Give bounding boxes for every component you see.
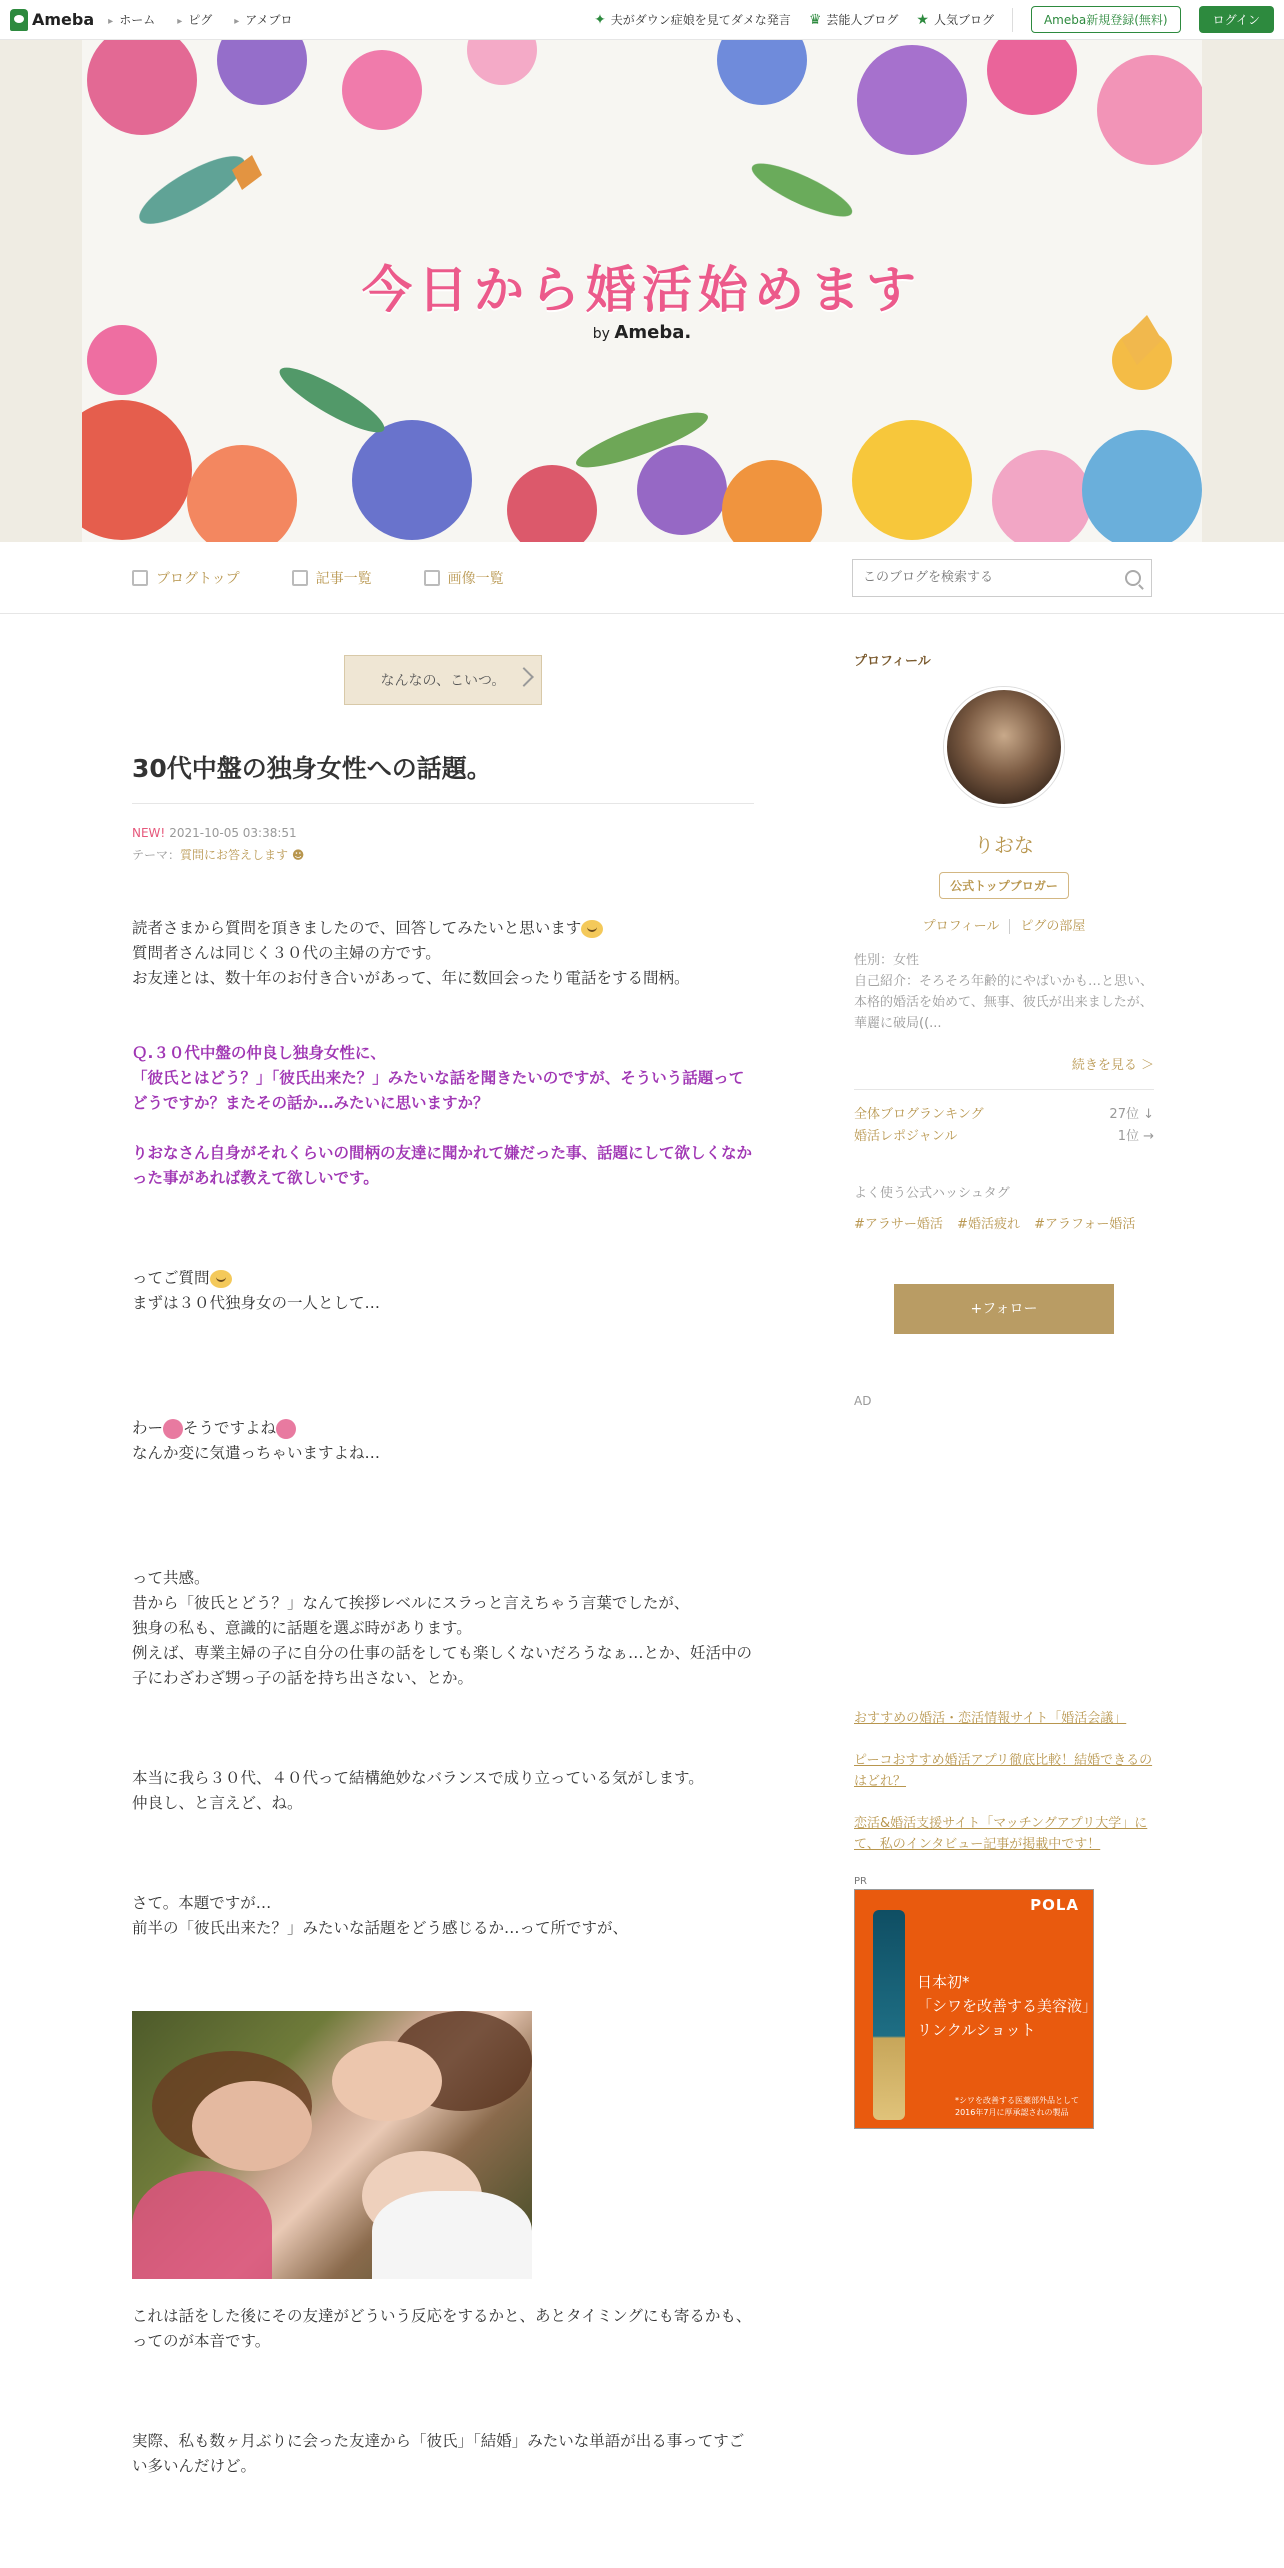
smile-emoji-icon	[581, 920, 603, 938]
paragraph-text: わー	[132, 1419, 164, 1437]
heart-emoji-icon	[163, 1419, 183, 1439]
paragraph	[132, 1266, 754, 1291]
global-header-right	[594, 6, 1274, 33]
popular-blog-label: 人気ブログ	[933, 13, 994, 27]
ranking-row[interactable]	[854, 1126, 1154, 1148]
promo-link[interactable]: おすすめの婚活・恋活情報サイト「婚活会議」	[854, 1711, 1127, 1726]
paragraph: 本当に我ら３０代、４０代って結構絶妙なバランスで成り立っている気がします。	[132, 1769, 704, 1787]
paragraph: 実際、私も数ヶ月ぶりに会った友達から「彼氏」「結婚」みたいな単語が出る事ってすごい多いんだけど。	[132, 2432, 745, 2475]
copy-icon	[292, 570, 308, 586]
pigg-room-link[interactable]: ピグの部屋	[1009, 919, 1085, 934]
celebrity-blog-link[interactable]	[809, 11, 899, 28]
hashtag[interactable]: #アラフォー婚活	[1034, 1217, 1136, 1232]
ameba-logo-text: Ameba	[32, 10, 95, 29]
blog-header-banner[interactable]	[82, 40, 1202, 542]
blogger-name[interactable]: りおな	[974, 833, 1034, 857]
profile-link[interactable]: プロフィール	[922, 919, 1000, 934]
hashtags-heading: よく使う公式ハッシュタグ	[854, 1186, 1010, 1201]
hashtag[interactable]: #婚活疲れ	[957, 1217, 1020, 1232]
paragraph: まずは３０代独身女の一人として…	[132, 1294, 381, 1312]
theme-nav-button[interactable]	[344, 655, 542, 705]
ad-copy-line: リンクルショット	[917, 2021, 1036, 2039]
blog-byline	[82, 322, 1202, 343]
login-button[interactable]: ログイン	[1199, 6, 1274, 33]
question-text: 「彼氏とはどう？」「彼氏出来た？」みたいな話を聞きたいのですが、そういう話題ってどうですか？またその話か…みたいに思いますか？	[132, 1069, 745, 1112]
sidebar	[854, 614, 1154, 2479]
article-list-label: 記事一覧	[315, 570, 372, 587]
hashtag[interactable]: #アラサー婚活	[854, 1217, 943, 1232]
official-blogger-badge[interactable]: 公式トップブロガー	[939, 872, 1069, 899]
ad-label: AD	[854, 1394, 872, 1408]
ranking-row[interactable]	[854, 1104, 1154, 1126]
avatar[interactable]	[944, 687, 1064, 807]
article-body	[132, 916, 754, 2479]
question-text: りおなさん自身がそれくらいの間柄の友達に聞かれて嫌だった事、話題にして欲しくなかった事があれば教えて欲しいです。	[132, 1144, 753, 1187]
star-icon: ★	[916, 11, 929, 28]
paragraph	[132, 916, 754, 941]
sparkle-icon: ✦	[594, 11, 606, 28]
register-button[interactable]: Ameba新規登録(無料)	[1031, 6, 1181, 33]
paragraph	[132, 1416, 754, 1441]
profile-gender: 性別：女性	[854, 953, 920, 968]
blog-search-input[interactable]	[863, 570, 1125, 585]
blog-search	[852, 559, 1152, 597]
blog-top-label: ブログトップ	[156, 570, 240, 587]
blog-header-background	[0, 40, 1284, 542]
document-icon	[132, 570, 148, 586]
ameba-logo-icon	[10, 9, 28, 31]
ameba-logo[interactable]	[10, 9, 94, 31]
paragraph: 独身の私も、意識的に話題を選ぶ時があります。	[132, 1619, 472, 1637]
theme-prefix: テーマ：	[132, 848, 181, 862]
popular-blog-link[interactable]	[916, 11, 994, 28]
serum-bottle-image	[873, 1910, 905, 2120]
ranking-label: 婚活レポジャンル	[854, 1129, 958, 1144]
blog-nav	[0, 542, 1284, 614]
article-meta	[132, 822, 754, 866]
profile-links	[854, 915, 1154, 934]
paragraph: 前半の「彼氏出来た？」みたいな話題をどう感じるか…って所ですが、	[132, 1919, 629, 1937]
main-content	[0, 614, 1284, 2479]
ad-footnote	[955, 2095, 1079, 2119]
ad-footnote-line: 2016年7月に厚承認されの製品	[955, 2108, 1069, 2117]
paragraph: これは話をした後にその友達がどういう反応をするかと、あとタイミングにも寄るかも、ってのが本音です。	[132, 2307, 752, 2350]
paragraph-text: 読者さまから質問を頂きましたので、回答してみたいと思います	[132, 919, 582, 937]
article	[132, 614, 754, 2479]
header-divider	[1012, 8, 1013, 32]
paragraph: なんか変に気遣っちゃいますよね…	[132, 1444, 381, 1462]
article-list-link[interactable]	[292, 568, 372, 588]
paragraph: 質問者さんは同じく３０代の主婦の方です。	[132, 944, 441, 962]
ranking-list	[854, 1104, 1154, 1148]
article-title[interactable]: 30代中盤の独身女性への話題。	[132, 749, 754, 804]
ad-copy-line: 「シワを改善する美容液」	[917, 1997, 1098, 2015]
ad-brand: POLA	[1030, 1896, 1079, 1914]
blog-top-link[interactable]	[132, 568, 240, 588]
paragraph: って共感。	[132, 1569, 210, 1587]
promo-links	[854, 1708, 1154, 1855]
paragraph: 仲良し、と言えど、ね。	[132, 1794, 303, 1812]
crown-icon: ♛	[808, 11, 822, 28]
paragraph-text: ってご質問	[132, 1269, 210, 1287]
byline-by: by	[592, 326, 610, 342]
smile-emoji-icon	[210, 1270, 232, 1288]
follow-button[interactable]: +フォロー	[894, 1284, 1114, 1334]
profile-info	[854, 950, 1154, 1034]
global-header	[0, 0, 1284, 40]
paragraph: さて。本題ですが…	[132, 1894, 272, 1912]
pola-ad-banner[interactable]	[854, 1889, 1098, 2129]
theme-emoji-icon: ☻	[288, 848, 305, 862]
image-list-link[interactable]	[424, 568, 504, 588]
profile-intro: 自己紹介：そろそろ年齢的にやばいかも…と思い、本格的婚活を始めて、無事、彼氏が出来ましたが、華麗に破局((...	[854, 974, 1154, 1031]
paragraph-text: そうですよね	[183, 1419, 277, 1437]
article-theme-row	[132, 844, 754, 866]
nav-pigg[interactable]: ▸ ピグ	[177, 11, 212, 28]
ad-copy	[917, 1970, 1098, 2042]
article-date-row	[132, 822, 754, 844]
article-photo[interactable]	[132, 2011, 532, 2279]
article-date: 2021-10-05 03:38:51	[169, 826, 297, 840]
trending-link-label: 夫がダウン症娘を見てダメな発言	[610, 13, 791, 27]
question-text: Ｑ.３０代中盤の仲良し独身女性に、	[132, 1044, 386, 1062]
nav-ameblo[interactable]: ▸ アメブロ	[234, 11, 292, 28]
paragraph: 昔から「彼氏とどう？」なんて挨拶レベルにスラっと言えちゃう言葉でしたが、	[132, 1594, 690, 1612]
ad-footnote-line: *シワを改善する医薬部外品として	[955, 2096, 1079, 2105]
ranking-value: 27位 ↓	[1109, 1107, 1154, 1122]
profile-heading: プロフィール	[854, 654, 931, 669]
pr-label: PR	[854, 1876, 867, 1887]
paragraph: 例えば、専業主婦の子に自分の仕事の話をしても楽しくないだろうなぁ…とか、妊活中の子にわざわざ甥っ子の話を持ち出さない、とか。	[132, 1644, 753, 1687]
ranking-label: 全体ブログランキング	[854, 1107, 984, 1122]
celebrity-blog-label: 芸能人ブログ	[826, 13, 899, 27]
theme-nav-label: なんなの、こいつ。	[380, 673, 506, 689]
blog-title: 今日から婚活始めます	[362, 261, 922, 319]
nav-home[interactable]: ▸ ホーム	[108, 11, 155, 28]
promo-link[interactable]: ピーコおすすめ婚活アプリ徹底比較！結婚できるのはどれ？	[854, 1753, 1153, 1789]
byline-brand: Ameba.	[614, 322, 692, 343]
search-icon[interactable]	[1125, 570, 1141, 586]
hashtag-list	[854, 1213, 1154, 1232]
new-badge: NEW!	[132, 826, 166, 840]
paragraph: お友達とは、数十年のお付き合いがあって、年に数回会ったり電話をする間柄。	[132, 969, 690, 987]
ranking-value: 1位 →	[1117, 1129, 1154, 1144]
trending-link[interactable]	[594, 11, 791, 28]
ad-copy-line: 日本初*	[917, 1973, 970, 1991]
promo-link[interactable]: 恋活&婚活支援サイト「マッチングアプリ大学」にて、私のインタビュー記事が掲載中です！	[854, 1816, 1148, 1852]
image-list-label: 画像一覧	[447, 570, 504, 587]
camera-icon	[424, 570, 440, 586]
global-nav	[108, 11, 292, 28]
read-more-link[interactable]: 続きを見る ＞	[854, 1054, 1154, 1090]
chevron-right-icon	[514, 667, 534, 687]
theme-link[interactable]: 質問にお答えします	[180, 848, 289, 862]
heart-emoji-icon	[276, 1419, 296, 1439]
